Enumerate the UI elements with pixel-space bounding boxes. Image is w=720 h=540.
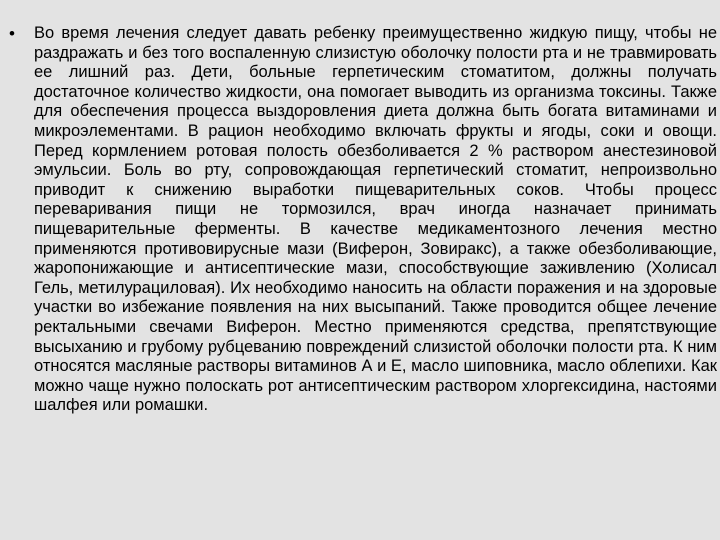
- bullet-icon: •: [9, 24, 15, 43]
- body-paragraph: Во время лечения следует давать ребенку преимущественно жидкую пищу, чтобы не раздражать и без того воспаленную слизистую оболочку полости рта и не травмировать ее лишний раз. Дети, больные герпетическим стоматитом, должны получать достаточное количество жидкости, она помогает выводить из организма токсины. Также для обеспечения процесса выздоровления диета должна быть богата витаминами и микроэлементами. В рацион необходимо включать фрукты и ягоды, соки и овощи. Перед кормлением ротовая полость обезболивается 2 % раствором анестезиновой эмульсии. Боль во рту, сопровождающая герпетический стоматит, непроизвольно приводит к снижению выработки пищеварительных соков. Чтобы процесс переваривания пищи не тормозился, врач иногда назначает принимать пищеварительные ферменты. В качестве медикаментозного лечения местно применяются противовирусные мази (Виферон, Зовиракс), а также обезболивающие, жаропонижающие и антисептические мази, способствующие заживлению (Холисал Гель, метилурациловая). Их необходимо наносить на области поражения и на здоровые участки во избежание появления на них высыпаний. Также проводится общее лечение ректальными свечами Виферон. Местно применяются средства, препятствующие высыханию и грубому рубцеванию повреждений слизистой оболочки полости рта. К ним относятся масляные растворы витаминов А и Е, масло шиповника, масло облепихи. Как можно чаще нужно полоскать рот антисептическим раствором хлоргексидина, настоями шалфея или ромашки.: [34, 24, 717, 415]
